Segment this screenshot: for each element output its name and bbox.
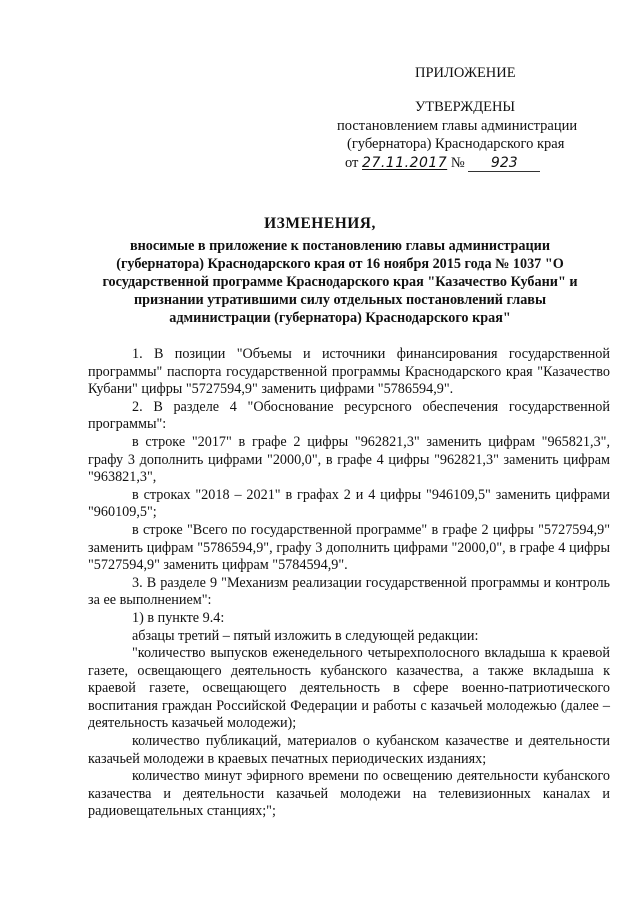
paragraph: 1) в пункте 9.4: bbox=[132, 609, 225, 626]
date-prefix: от bbox=[345, 155, 359, 171]
approval-date-line bbox=[345, 153, 540, 173]
paragraph: 1. В позиции "Объемы и источники финансирования государственной программы" паспорта государственной программы Краснодарского края "Казачество Кубани" цифры "5727594,9" заменить цифрами "5786594,9". bbox=[88, 346, 610, 398]
paragraph: в строках "2018 – 2021" в графах 2 и 4 цифры "946109,5" заменить цифрами "960109,5"; bbox=[88, 486, 610, 521]
document-title: ИЗМЕНЕНИЯ, bbox=[264, 215, 376, 232]
document-subtitle: вносимые в приложение к постановлению главы администрации (губернатора) Краснодарского края от 16 ноября 2015 года № 1037 "О государственной программе Краснодарского края "Казачество Кубани" и признании утратившими силу отдельных постановлений главы администрации (губернатора) Краснодарского края" bbox=[102, 238, 578, 326]
approved-label: УТВЕРЖДЕНЫ bbox=[415, 99, 516, 115]
appendix-label: ПРИЛОЖЕНИЕ bbox=[415, 65, 516, 81]
paragraph: 2. В разделе 4 "Обоснование ресурсного обеспечения государственной программы": bbox=[88, 398, 610, 433]
paragraph: в строке "2017" в графе 2 цифры "962821,3" заменить цифрам "965821,3", графу 3 дополнить цифрами "2000,0", в графе 4 цифры "962821,3" заменить цифрам "963821,3", bbox=[88, 433, 610, 486]
paragraph: 3. В разделе 9 "Механизм реализации государственной программы и контроль за ее выполнением": bbox=[88, 574, 610, 609]
paragraph: абзацы третий – пятый изложить в следующей редакции: bbox=[132, 627, 479, 644]
paragraph: в строке "Всего по государственной программе" в графе 2 цифры "5727594,9" заменить цифрам "5786594,9", графу 3 дополнить цифрами "2000,0", в графе 4 цифры "5727594,9" заменить цифрам "5784594,9". bbox=[88, 521, 610, 574]
paragraph: "количество выпусков еженедельного четырехполосного вкладыша к краевой газете, освещающего деятельность кубанского казачества, а также вкладыша к краевой газете, освещающего деятельность в сфере военно-патриотического воспитания граждан Российской Федерации и работы с казачьей молодежью (далее – деятельность казачьей молодежи); bbox=[88, 645, 610, 732]
paragraph: количество публикаций, материалов о кубанском казачестве и деятельности казачьей молодежи в краевых печатных периодических изданиях; bbox=[88, 733, 610, 767]
approval-line-1: постановлением главы администрации bbox=[337, 118, 578, 134]
handwritten-number: 923 bbox=[468, 155, 540, 172]
document-body bbox=[88, 346, 610, 821]
approval-line-2: (губернатора) Краснодарского края bbox=[347, 136, 565, 152]
paragraph: количество минут эфирного времени по освещению деятельности кубанского казачества и деятельности казачьей молодежи на телевизионных каналах и радиовещательных станциях;"; bbox=[88, 768, 610, 820]
handwritten-date: 27.11.2017 bbox=[362, 155, 448, 171]
number-prefix: № bbox=[450, 155, 465, 171]
